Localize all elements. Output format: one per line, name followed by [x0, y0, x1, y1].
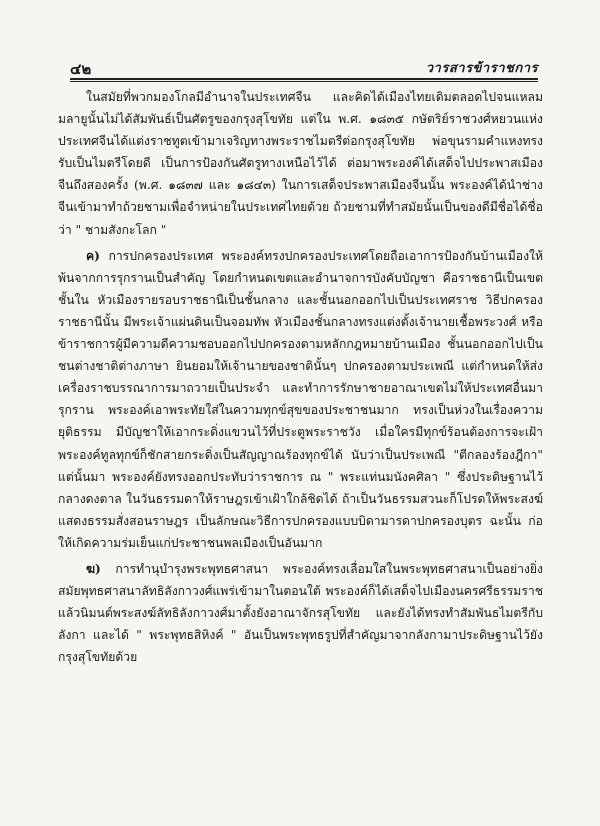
- paragraph-governance: [58, 245, 543, 554]
- header-rule: [70, 78, 538, 80]
- paragraph-buddhism: [58, 558, 543, 668]
- paragraph-mongol-relations: [58, 86, 543, 241]
- section-label: ค): [86, 248, 100, 263]
- paragraph-text: การทำนุบำรุงพระพุทธศาสนา พระองค์ทรงเลื่อมใสในพระพุทธศาสนาเป็นอย่างยิ่ง สมัยพุทธศาสนาลัทธิลังกาวงศ์แพร่เข้ามาในตอนใต้ พระองค์ก็ได้เสด็จไปเมืองนครศรีธรรมราชแล้วนิมนต์พระสงฆ์ลัทธิลังกาวงศ์มาตั้งยังอาณาจักรสุโขทัย และยังได้ทรงทำสัมพันธไมตรีกับลังกา และได้ " พระพุทธสิหิงค์ " อันเป็นพระพุทธรูปที่สำคัญมาจากลังกามาประดิษฐานไว้ยังกรุงสุโขทัยด้วย: [58, 561, 543, 665]
- header-rule-thin: [70, 81, 538, 82]
- paragraph-text: ในสมัยที่พวกมองโกลมีอำนาจในประเทศจีน และคิดได้เมืองไทยเดิมตลอดไปจนแหลมมลายูนั้นไม่ได้สัมพันธ์เป็นศัตรูของกรุงสุโขทัย แต่ใน พ.ศ. ๑๘๓๕ กษัตริย์ราชวงศ์หยวนแห่งประเทศจีนได้แต่งราชทูตเข้ามาเจริญทางพระราชไมตรีต่อกรุงสุโขทัย พ่อขุนรามคำแหงทรงรับเป็นไมตรีโดยดี เป็นการป้องกันศัตรูทางเหนือไว้ได้ ต่อมาพระองค์ได้เสด็จไปประพาสเมืองจีนถึงสองครั้ง (พ.ศ. ๑๘๓๗ และ ๑๘๔๓) ในการเสด็จประพาสเมืองจีนนั้น พระองค์ได้นำช่างจีนเข้ามาทำถ้วยชามเพื่อจำหน่ายในประเทศไทยด้วย ถ้วยชามที่ทำสมัยนั้นเป็นของดีมีชื่อได้ชื่อว่า " ชามสังกะโลก ": [58, 90, 543, 237]
- page-number: ๔๒: [70, 60, 92, 78]
- page-header: [70, 57, 538, 77]
- paragraph-text: การปกครองประเทศ พระองค์ทรงปกครองประเทศโดยถือเอาการป้องกันบ้านเมืองให้พ้นจากการรุกรานเป็นสำคัญ โดยกำหนดเขตและอำนาจการบังคับบัญชา คือราชธานีเป็นเขตชั้นใน หัวเมืองรายรอบราชธานีเป็นชั้นกลาง และชั้นนอกออกไปเป็นประเทศราช วิธีปกครองราชธานีนั้น มีพระเจ้าแผ่นดินเป็นจอมทัพ หัวเมืองชั้นกลางทรงแต่งตั้งเจ้านายเชื้อพระวงศ์ หรือข้าราชการผู้มีความดีความชอบออกไปปกครองตามหลักกฎหมายบ้านเมือง ชั้นนอกออกไปเป็นชนต่างชาติต่างภาษา ยินยอมให้เจ้านายของชาตินั้นๆ ปกครองตามประเพณี แต่กำหนดให้ส่งเครื่องราชบรรณาการมาถวายเป็นประจำ และทำการรักษาชายอาณาเขตไม่ให้ประเทศอื่นมารุกราน พระองค์เอาพระทัยใส่ในความทุกข์สุขของประชาชนมาก ทรงเป็นห่วงในเรื่องความยุติธรรม มีบัญชาให้เอากระดิ่งแขวนไว้ที่ประตูพระราชวัง เมื่อใครมีทุกข์ร้อนต้องการจะเฝ้าพระองค์ทูลทุกข์ก็ชักสายกระดิ่งเป็นสัญญาณร้องทุกข์ได้ นับว่าเป็นประเพณี "ตีกลองร้องฎีกา" แต่นั้นมา พระองค์ยังทรงออกประทับว่าราชการ ณ " พระแท่นมนังคศิลา " ซึ่งประดิษฐานไว้กลางดงตาล ในวันธรรมดาให้ราษฎรเข้าเฝ้าใกล้ชิดได้ ถ้าเป็นวันธรรมสวนะก็โปรดให้พระสงฆ์แสดงธรรมสั่งสอนราษฎร เป็นลักษณะวิธีการปกครองแบบบิดามารดาปกครองบุตร ฉะนั้น ก่อให้เกิดความร่มเย็นแก่ประชาชนพลเมืองเป็นอันมาก: [58, 248, 544, 550]
- document-body: [58, 86, 543, 668]
- journal-title: วารสารข้าราชการ: [425, 61, 538, 76]
- section-label: ฆ): [86, 561, 101, 576]
